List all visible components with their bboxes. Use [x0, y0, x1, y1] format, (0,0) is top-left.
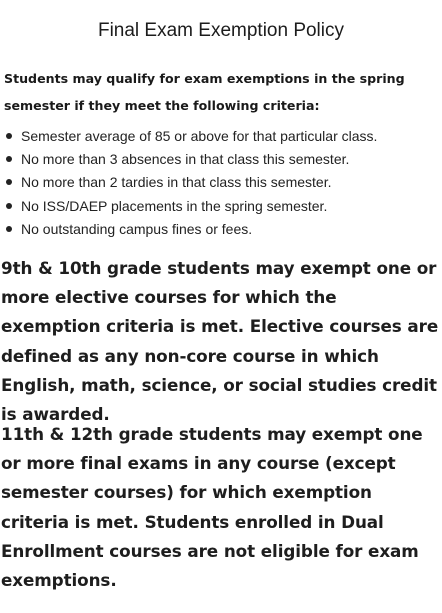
upperclassmen-paragraph: 11th & 12th grade students may exempt one or more final exams in any course (except semester courses) for which exemption criteria is met. Students enrolled in Dual Enrollment courses are not eligible for exam exemptions.: [1, 424, 423, 591]
criteria-item: [4, 148, 440, 171]
criteria-text: Semester average of 85 or above for that particular class.: [21, 128, 378, 144]
underclassmen-paragraph: 9th & 10th grade students may exempt one or more elective courses for which the exemption criteria is met. Elective courses are defined as any non-core course in which English, math, science, or social studies credit is awarded.: [1, 258, 439, 425]
criteria-item: [4, 195, 440, 218]
bullet-icon: [6, 203, 12, 209]
criteria-item: [4, 171, 440, 194]
bullet-icon: [6, 133, 12, 139]
criteria-text: No more than 3 absences in that class this semester.: [21, 151, 350, 168]
intro-text: Students may qualify for exam exemptions in the spring semester if they meet the following criteria:: [4, 71, 405, 113]
bullet-icon: [6, 156, 12, 162]
bullet-icon: [6, 226, 12, 232]
bullet-icon: [6, 179, 12, 185]
criteria-list: [4, 125, 440, 241]
page-title: Final Exam Exemption Policy: [97, 20, 345, 41]
criteria-text: No outstanding campus fines or fees.: [21, 220, 253, 237]
criteria-item: [4, 218, 440, 241]
criteria-text: No ISS/DAEP placements in the spring semester.: [21, 197, 328, 214]
criteria-text: No more than 2 tardies in that class this semester.: [21, 174, 332, 191]
criteria-item: [4, 125, 440, 148]
